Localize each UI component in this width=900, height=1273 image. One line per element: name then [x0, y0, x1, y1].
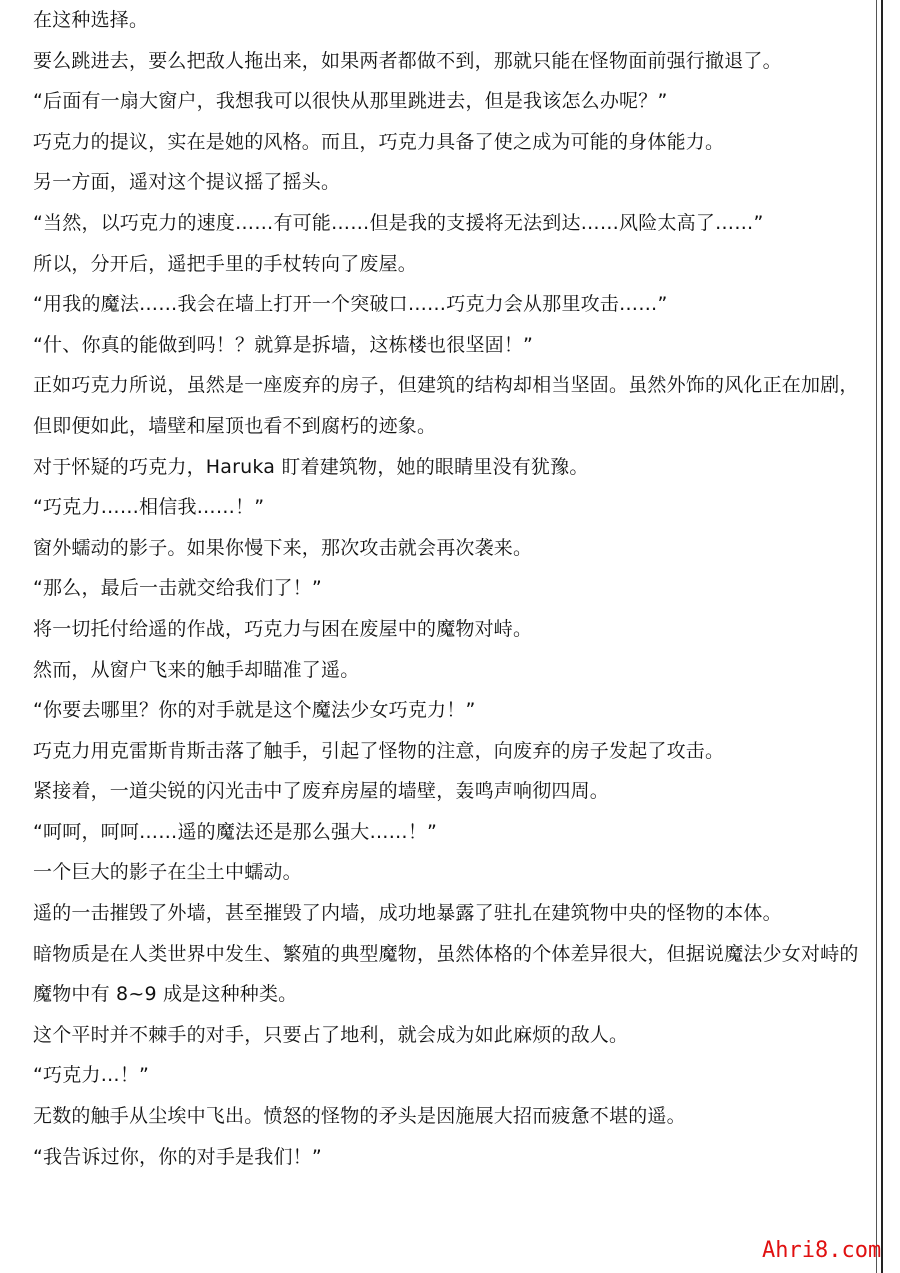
paragraph: 巧克力的提议，实在是她的风格。而且，巧克力具备了使之成为可能的身体能力。: [33, 130, 725, 153]
paragraph: “那么，最后一击就交给我们了！”: [33, 577, 322, 600]
paragraph: 所以，分开后，遥把手里的手杖转向了废屋。: [33, 252, 418, 275]
paragraph: “后面有一扇大窗户，我想我可以很快从那里跳进去，但是我该怎么办呢？”: [33, 90, 668, 113]
paragraph: 暗物质是在人类世界中发生、繁殖的典型魔物，虽然体格的个体差异很大，但据说魔法少女对峙的魔物中有 8~9 成是这种种类。: [33, 942, 859, 1006]
paragraph: “用我的魔法……我会在墙上打开一个突破口……巧克力会从那里攻击……”: [33, 293, 668, 316]
paragraph: “当然，以巧克力的速度……有可能……但是我的支援将无法到达……风险太高了……”: [33, 211, 764, 234]
document-body: [33, 0, 873, 1177]
page-border-outer: [881, 0, 883, 1273]
page-border-inner: [876, 0, 877, 1273]
paragraph: 无数的触手从尘埃中飞出。愤怒的怪物的矛头是因施展大招而疲惫不堪的遥。: [33, 1105, 686, 1128]
paragraph: 对于怀疑的巧克力，Haruka 盯着建筑物，她的眼睛里没有犹豫。: [33, 455, 589, 478]
watermark-text: Ahri8.com: [762, 1238, 882, 1263]
paragraph: 在这种选择。: [33, 9, 149, 31]
paragraph: 将一切托付给遥的作战，巧克力与困在废屋中的魔物对峙。: [33, 617, 533, 640]
paragraph: 正如巧克力所说，虽然是一座废弃的房子，但建筑的结构却相当坚固。虽然外饰的风化正在加剧，但即便如此，墙壁和屋顶也看不到腐朽的迹象。: [33, 374, 859, 437]
paragraph: “呵呵，呵呵……遥的魔法还是那么强大……！”: [33, 820, 438, 843]
paragraph: 紧接着，一道尖锐的闪光击中了废弃房屋的墙壁，轰鸣声响彻四周。: [33, 780, 610, 803]
paragraph: 然而，从窗户飞来的触手却瞄准了遥。: [33, 658, 360, 681]
paragraph: “什、你真的能做到吗！？就算是拆墙，这栋楼也很坚固！”: [33, 333, 534, 356]
paragraph: 要么跳进去，要么把敌人拖出来，如果两者都做不到，那就只能在怪物面前强行撤退了。: [33, 49, 782, 72]
paragraph: 窗外蠕动的影子。如果你慢下来，那次攻击就会再次袭来。: [33, 536, 533, 559]
paragraph: 遥的一击摧毁了外墙，甚至摧毁了内墙，成功地暴露了驻扎在建筑物中央的怪物的本体。: [33, 902, 782, 925]
paragraph: “巧克力……相信我……！”: [33, 496, 265, 519]
paragraph: 这个平时并不棘手的对手，只要占了地利，就会成为如此麻烦的敌人。: [33, 1023, 629, 1046]
paragraph: “巧克力…！”: [33, 1064, 150, 1087]
paragraph: 一个巨大的影子在尘土中蠕动。: [33, 861, 302, 884]
paragraph: “我告诉过你，你的对手是我们！”: [33, 1145, 322, 1168]
paragraph: “你要去哪里？你的对手就是这个魔法少女巧克力！”: [33, 699, 476, 722]
paragraph: 另一方面，遥对这个提议摇了摇头。: [33, 171, 341, 194]
paragraph: 巧克力用克雷斯肯斯击落了触手，引起了怪物的注意，向废弃的房子发起了攻击。: [33, 739, 725, 762]
